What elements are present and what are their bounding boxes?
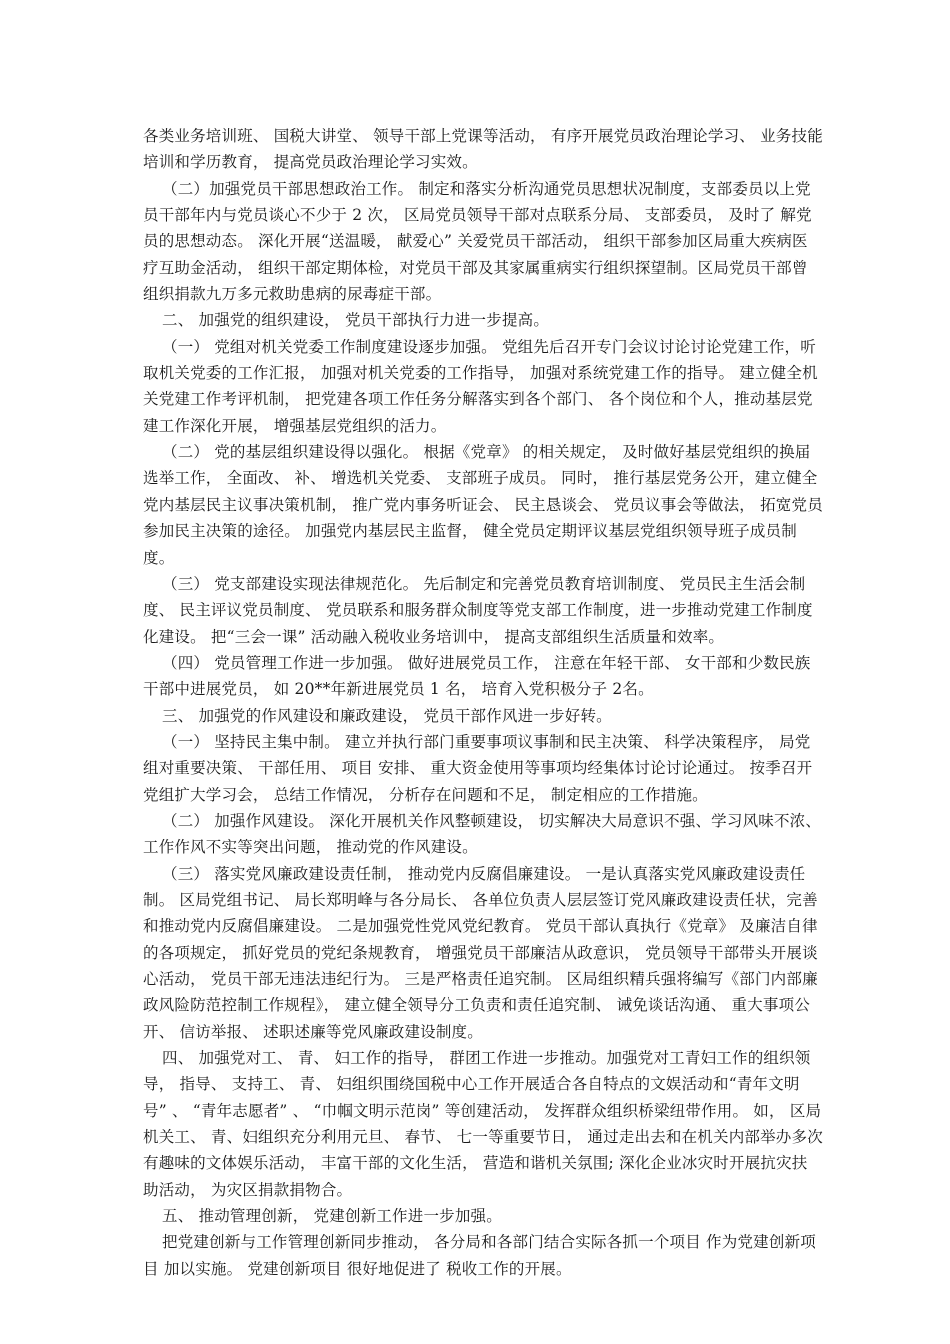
paragraph: （一） 党组对机关党委工作制度建设逐步加强。 党组先后召开专门会议讨论讨论党建工作，听取机关党委的工作汇报， 加强对机关党委的工作指导， 加强对系统党建工作的指导。 建立健全机关党建工作考评机制， 把党建各项工作任务分解落实到各个部门、 各个岗位和个人，推动基层党建工作深化开展， 增强基层党组织的活力。 (143, 337, 818, 435)
section-heading: 二、 加强党的组织建设， 党员干部执行力进一步提高。 (162, 311, 550, 330)
paragraph: 各类业务培训班、 国税大讲堂、 领导干部上党课等活动， 有序开展党员政治理论学习、 业务技能培训和学历教育， 提高党员政治理论学习实效。 (143, 127, 823, 172)
paragraph: （二） 党的基层组织建设得以强化。 根据《党章》 的相关规定， 及时做好基层党组织的换届选举工作， 全面改、 补、 增选机关党委、 支部班子成员。 同时， 推行基层党务公开，建立健全党内基层民主议事决策机制， 推广党内事务听证会、 民主恳谈会、 党员议事会等做法， 拓宽党员参加民主决策的途径。 加强党内基层民主监督， 健全党员定期评议基层党组织领导班子成员制度。 (143, 443, 823, 567)
paragraph: （二） 加强作风建设。 深化开展机关作风整顿建设， 切实解决大局意识不强、学习风味不浓、工作作风不实等突出问题， 推动党的作风建设。 (143, 811, 822, 857)
paragraph: （一） 坚持民主集中制。 建立并执行部门重要事项议事制和民主决策、 科学决策程序， 局党组对重要决策、 干部任用、 项目 安排、 重大资金使用等事项均经集体讨论讨论通过。 按季召开党组扩大学习会， 总结工作情况， 分析存在问题和不足， 制定相应的工作措施。 (143, 732, 813, 804)
section-heading: 四、 加强党对工、 青、 妇工作的指导， 群团工作进一步推动。加强党对工青妇工作的组织领导， 指导、 支持工、 青、 妇组织围绕国税中心工作开展适合各自特点的文娱活动和“青年文明号” 、 “青年志愿者” 、 “巾帼文明示范岗” 等创建活动， 发挥群众组织桥梁纽带作用。 如， 区局机关工、 青、妇组织充分利用元旦、 春节、 七一等重要节日， 通过走出去和在机关内部举办多次有趣味的文体娱乐活动， 丰富干部的文化生活， 营造和谐机关氛围; 深化企业冰灾时开展抗灾扶助活动， 为灾区捐款捐物合。 (143, 1049, 823, 1199)
paragraph: （三） 党支部建设实现法律规范化。 先后制定和完善党员教育培训制度、 党员民主生活会制度、 民主评议党员制度、 党员联系和服务群众制度等党支部工作制度，进一步推动党建工作制度化建设。 把“三会一课” 活动融入税收业务培训中， 提高支部组织生活质量和效率。 (143, 574, 813, 646)
section-heading: 五、 推动管理创新， 党建创新工作进一步加强。 (162, 1207, 502, 1226)
section-heading: 三、 加强党的作风建设和廉政建设， 党员干部作风进一步好转。 (162, 706, 612, 725)
paragraph: （三） 落实党风廉政建设责任制， 推动党内反腐倡廉建设。 一是认真落实党风廉政建设责任制。 区局党组书记、 局长郑明峰与各分局长、 各单位负责人层层签订党风廉政建设责任状，完善和推动党内反腐倡廉建设。 二是加强党性党风党纪教育。 党员干部认真执行《党章》 及廉洁自律的各项规定， 抓好党员的党纪条规教育， 增强党员干部廉洁从政意识， 党员领导干部带头开展谈心活动， 党员干部无违法违纪行为。 三是严格责任追究制。 区局组织精兵强将编写《部门内部廉政风险防范控制工作规程》， 建立健全领导分工负责和责任追究制、 诫免谈话沟通、 重大事项公开、 信访举报、 述职述廉等党风廉政建设制度。 (143, 864, 818, 1041)
document-body (143, 123, 823, 1282)
paragraph: 把党建创新与工作管理创新同步推动， 各分局和各部门结合实际各抓一个项目 作为党建创新项目 加以实施。 党建创新项目 很好地促进了 税收工作的开展。 (143, 1233, 816, 1278)
paragraph: （二）加强党员干部思想政治工作。 制定和落实分析沟通党员思想状况制度，支部委员以上党员干部年内与党员谈心不少于 2 次， 区局党员领导干部对点联系分局、 支部委员， 及时了 解党员的思想动态。 深化开展“送温暖， 献爱心” 关爱党员干部活动， 组织干部参加区局重大疾病医疗互助金活动， 组织干部定期体检，对党员干部及其家属重病实行组织探望制。区局党员干部曾组织捐款九万多元救助患病的尿毒症干部。 (143, 179, 812, 304)
paragraph: （四） 党员管理工作进一步加强。 做好进展党员工作， 注意在年轻干部、 女干部和少数民族干部中进展党员， 如 20**年新进展党员 1 名， 培育入党积极分子 2名。 (143, 653, 811, 699)
